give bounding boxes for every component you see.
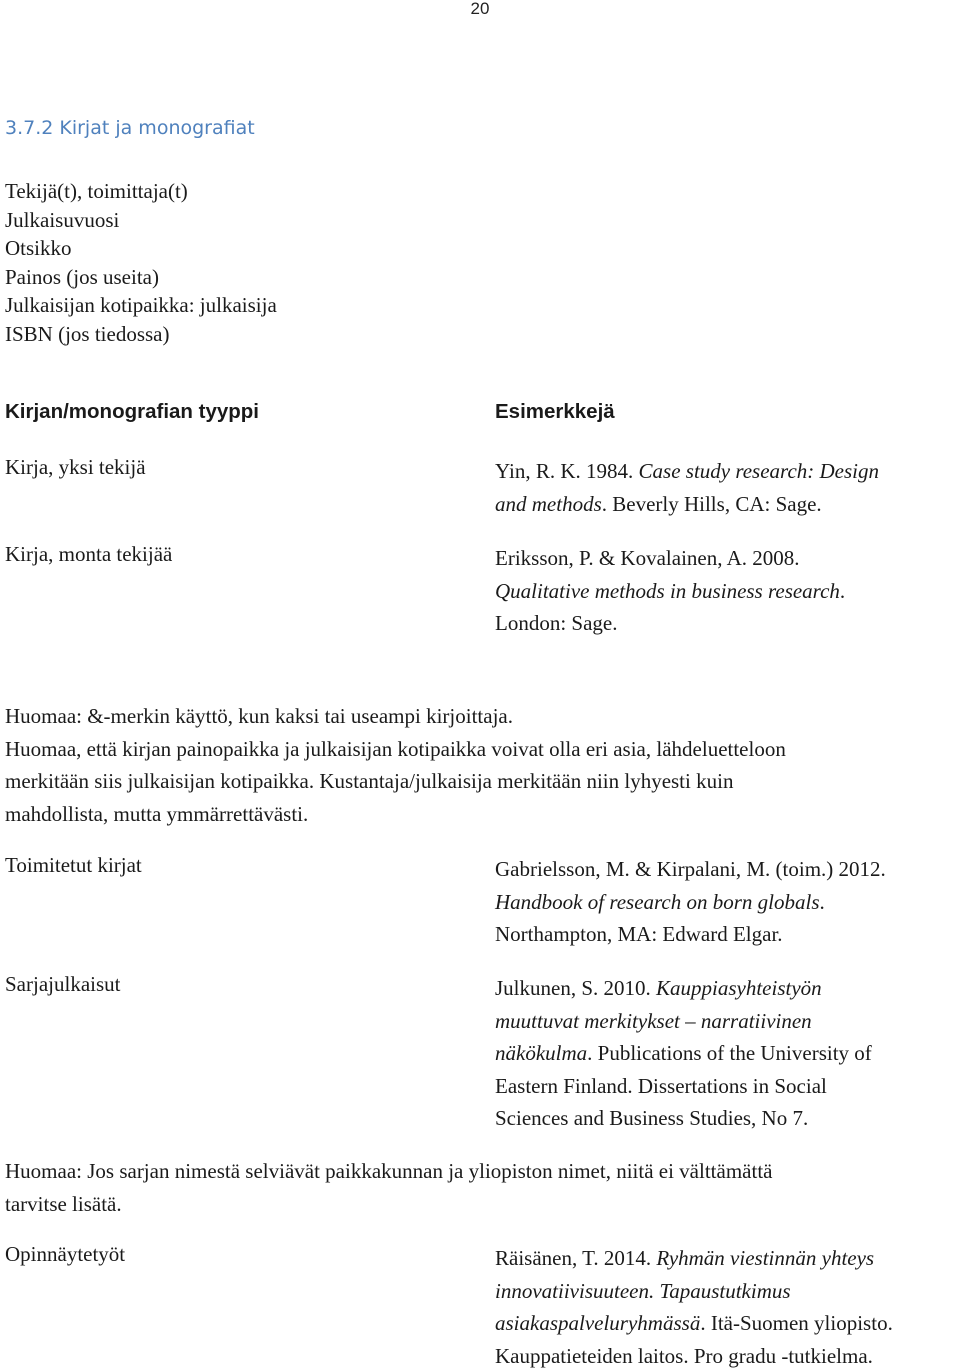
example-series (495, 972, 872, 1135)
type-label-edited: Toimitetut kirjat (5, 853, 142, 878)
ref-title: Case study research: Design (639, 459, 880, 483)
ref-text: Yin, R. K. 1984. (495, 459, 639, 483)
ref-title: Handbook of research on born globals (495, 890, 820, 914)
ref-text: . Itä-Suomen yliopisto. (700, 1311, 893, 1335)
field-item: Tekijä(t), toimittaja(t) (5, 177, 277, 206)
ref-text: Räisänen, T. 2014. (495, 1246, 656, 1270)
ref-title: asiakaspalveluryhmässä (495, 1311, 700, 1335)
ref-text: . Publications of the University of (587, 1041, 872, 1065)
note-line: Huomaa: &-merkin käyttö, kun kaksi tai useampi kirjoittaja. (5, 700, 786, 733)
ref-title: näkökulma (495, 1041, 587, 1065)
ref-title: Qualitative methods in business research (495, 579, 840, 603)
note-line: Huomaa, että kirjan painopaikka ja julkaisijan kotipaikka voivat olla eri asia, lähdeluetteloon (5, 733, 786, 766)
example-thesis (495, 1242, 893, 1372)
example-single-author (495, 455, 879, 520)
field-item: Otsikko (5, 234, 277, 263)
ref-text: Eastern Finland. Dissertations in Social (495, 1070, 872, 1103)
example-edited (495, 853, 886, 951)
note-ampersand (5, 700, 786, 830)
type-column-header: Kirjan/monografian tyyppi (5, 400, 259, 424)
ref-text: Sciences and Business Studies, No 7. (495, 1102, 872, 1135)
ref-title: and methods (495, 492, 602, 516)
ref-text: London: Sage. (495, 607, 845, 640)
note-series (5, 1155, 772, 1220)
note-line: Huomaa: Jos sarjan nimestä selviävät paikkakunnan ja yliopiston nimet, niitä ei välttämättä (5, 1155, 772, 1188)
ref-text: . (820, 890, 825, 914)
ref-title: muuttuvat merkitykset – narratiivinen (495, 1009, 812, 1033)
ref-text: . (840, 579, 845, 603)
type-label-thesis: Opinnäytetyöt (5, 1242, 125, 1267)
field-list (5, 177, 277, 348)
ref-title: Kauppiasyhteistyön (656, 976, 822, 1000)
type-label-single-author: Kirja, yksi tekijä (5, 455, 146, 480)
note-line: merkitään siis julkaisijan kotipaikka. Kustantaja/julkaisija merkitään niin lyhyesti kuin (5, 765, 786, 798)
field-item: Julkaisuvuosi (5, 206, 277, 235)
ref-text: Northampton, MA: Edward Elgar. (495, 918, 886, 951)
ref-text: Kauppatieteiden laitos. Pro gradu -tutkielma. (495, 1340, 893, 1372)
example-multi-author (495, 542, 845, 640)
ref-text: . Beverly Hills, CA: Sage. (602, 492, 822, 516)
field-item: Julkaisijan kotipaikka: julkaisija (5, 291, 277, 320)
page-number: 20 (0, 0, 960, 19)
note-line: mahdollista, mutta ymmärrettävästi. (5, 798, 786, 831)
note-line: tarvitse lisätä. (5, 1188, 772, 1221)
ref-text: Eriksson, P. & Kovalainen, A. 2008. (495, 542, 845, 575)
ref-title: Ryhmän viestinnän yhteys (656, 1246, 874, 1270)
ref-text: Julkunen, S. 2010. (495, 976, 656, 1000)
ref-title: innovatiivisuuteen. Tapaustutkimus (495, 1279, 791, 1303)
ref-text: Gabrielsson, M. & Kirpalani, M. (toim.) 2012. (495, 853, 886, 886)
field-item: Painos (jos useita) (5, 263, 277, 292)
type-label-series: Sarjajulkaisut (5, 972, 120, 997)
field-item: ISBN (jos tiedossa) (5, 320, 277, 349)
examples-column-header: Esimerkkejä (495, 400, 615, 424)
type-label-multi-author: Kirja, monta tekijää (5, 542, 172, 567)
section-heading: 3.7.2 Kirjat ja monografiat (5, 117, 255, 139)
